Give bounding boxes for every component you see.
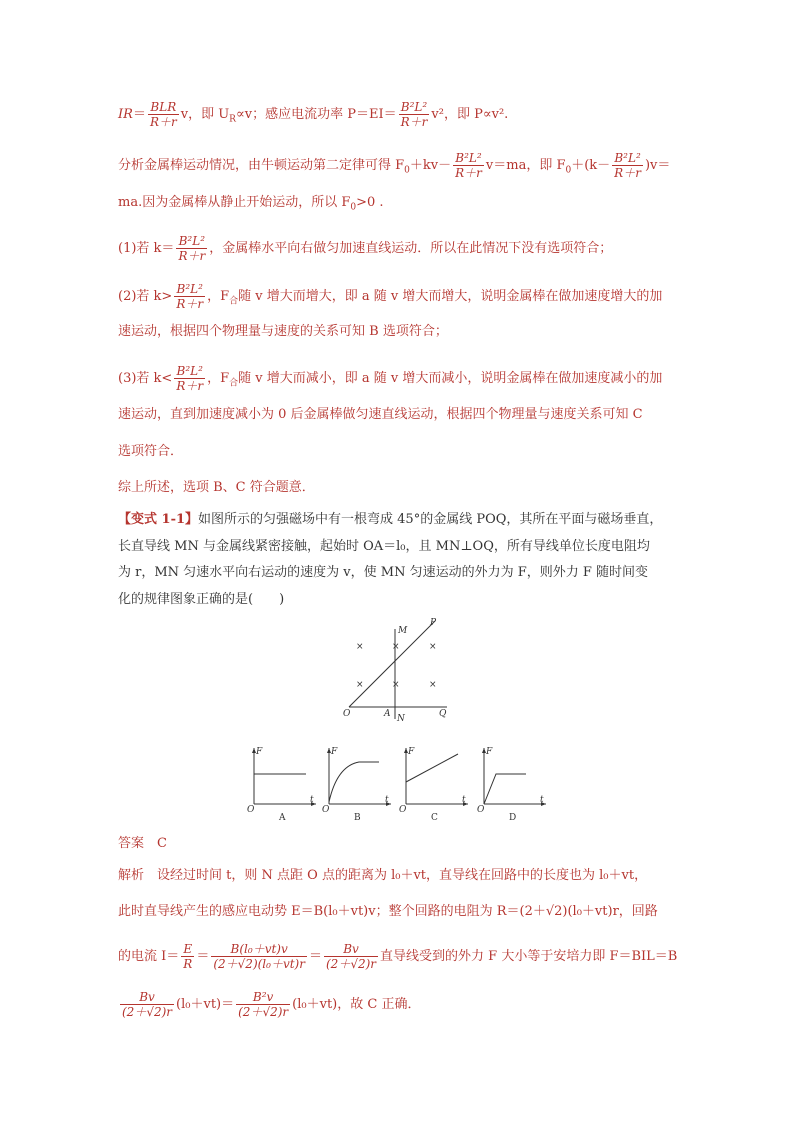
case-1: (1)若 k＝ $\frac{\text{B²L²}}{R+r}$ ，金属棒水平向右做匀加速直线运动．所以在此情况下没有选项符合； xyxy=(118,234,613,263)
label-a: A xyxy=(384,709,391,719)
label-n: N xyxy=(397,714,405,724)
svg-text:F: F xyxy=(256,747,263,757)
svg-text:F: F xyxy=(486,747,493,757)
summary: 综上所述，选项 B、C 符合题意． xyxy=(118,480,315,495)
case-3-cont2: 选项符合． xyxy=(118,444,184,459)
line-op xyxy=(349,621,435,707)
analysis-line-4: $\frac{Bv}{(2+√2)r}$ (l₀＋vt)＝ $\frac{\text{B²v}}{(2+√2)r}$ (l₀＋vt)，故 C 正确． xyxy=(122,990,421,1019)
graph-curve xyxy=(406,754,458,782)
case-3-cont: 速运动，直到加速度减小为 0 后金属棒做匀速直线运动，根据四个物理量与速度关系可知 C xyxy=(118,407,643,422)
svg-text:O: O xyxy=(322,805,330,815)
svg-text:t: t xyxy=(462,795,466,805)
option-graph-b xyxy=(319,744,394,824)
option-graph-c xyxy=(396,744,471,824)
field-cross: × xyxy=(429,680,437,690)
problem-line-3: 为 r，MN 匀速水平向右运动的速度为 v，使 MN 匀速运动的外力为 F，则外力 F 随时间变 xyxy=(118,565,649,580)
answer-label: 答案 xyxy=(118,836,145,851)
problem-tag: 【变式 1-1】 xyxy=(118,512,199,527)
svg-text:F: F xyxy=(331,747,338,757)
solution-line-2: 分析金属棒运动情况，由牛顿运动第二定律可得 $F_0+kv-$ $\frac{\text{B²L²}}{R+r}$ v＝ma，即 $F_0+(k-$ $\frac{\text{B²L²}}{R+r}$ )v＝ xyxy=(118,151,671,180)
option-letter: B xyxy=(354,813,361,823)
label-m: M xyxy=(398,626,408,636)
option-graph-d xyxy=(474,744,549,824)
case-3: (3)若 k< $\frac{\text{B²L²}}{R+r}$ ，$F_合$随 v 增大而减小，即 a 随 v 增大而减小，说明金属棒在做加速度减小的加 xyxy=(118,364,663,393)
svg-text:O: O xyxy=(477,805,485,815)
svg-text:F: F xyxy=(408,747,415,757)
solution-line-1: IR＝ $\frac{\text{BLR}}{R+r}$ v，即 $U_R\propto v$；感应电流功率 P＝EI＝ $\frac{\text{B²L²}}{R+r}$ v²，即 P∝v². xyxy=(118,100,509,129)
magnetic-field-figure xyxy=(335,615,455,727)
option-graph-a xyxy=(244,744,319,824)
label-p: P xyxy=(430,618,437,628)
svg-text:t: t xyxy=(385,795,389,805)
svg-text:O: O xyxy=(247,805,255,815)
answer xyxy=(118,834,167,854)
graph-curve xyxy=(484,774,526,804)
analysis-line-3: 的电流 I＝ $\frac{E}{R}$ ＝ $\frac{\text{B(l₀＋vt)v}}{\text{(2＋√2)(l₀＋vt)r}}$ ＝ $\frac{Bv}{(2+√2)r}$ 直导线受到的外力 F 大小等于安培力即 F＝BIL＝B xyxy=(118,942,678,971)
svg-text:t: t xyxy=(540,795,544,805)
graph-curve xyxy=(329,762,379,802)
answer-value: C xyxy=(157,836,167,851)
analysis-line-2: 此时直导线产生的感应电动势 E＝B(l₀＋vt)v；整个回路的电阻为 R＝(2＋√2)(l₀＋vt)r，回路 xyxy=(118,904,658,919)
label-q: Q xyxy=(439,709,447,719)
field-cross: × xyxy=(392,642,400,652)
analysis-label: 解析 xyxy=(118,868,145,883)
option-letter: D xyxy=(509,813,517,823)
analysis-line-1: 解析 设经过时间 t，则 N 点距 O 点的距离为 l₀＋vt，直导线在回路中的长度也为 l₀＋vt， xyxy=(118,868,648,883)
label-o: O xyxy=(343,709,351,719)
solution-line-3: ma.因为金属棒从静止开始运动，所以 $F_0>0$ . xyxy=(118,195,384,213)
svg-text:t: t xyxy=(310,795,314,805)
problem-line-2: 长直导线 MN 与金属线紧密接触，起始时 OA＝l₀，且 MN⊥OQ，所有导线单位长度电阻均 xyxy=(118,539,650,554)
case-2-cont: 速运动，根据四个物理量与速度的关系可知 B 选项符合； xyxy=(118,324,448,339)
field-cross: × xyxy=(392,680,400,690)
field-cross: × xyxy=(429,642,437,652)
field-cross: × xyxy=(356,642,364,652)
option-letter: C xyxy=(431,813,438,823)
field-cross: × xyxy=(356,680,364,690)
problem-line-1: 【变式 1-1】如图所示的匀强磁场中有一根弯成 45°的金属线 POQ，其所在平面与磁场垂直， xyxy=(118,512,663,527)
problem-line-4: 化的规律图象正确的是( ) xyxy=(118,592,285,607)
option-letter: A xyxy=(279,813,286,823)
svg-text:O: O xyxy=(399,805,407,815)
case-2: (2)若 k> $\frac{\text{B²L²}}{R+r}$ ，$F_合$随 v 增大而增大，即 a 随 v 增大而增大，说明金属棒在做加速度增大的加 xyxy=(118,282,663,311)
